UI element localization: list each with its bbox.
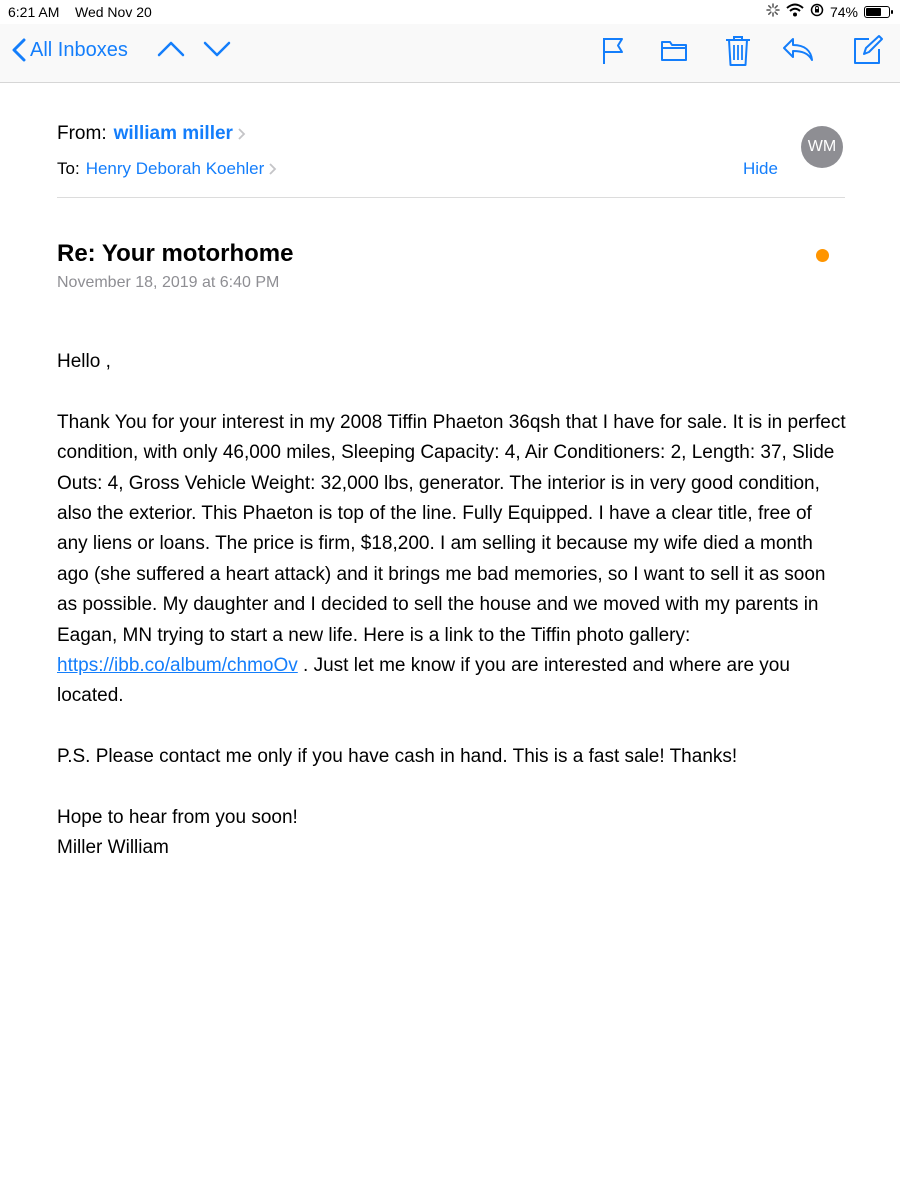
greeting: Hello , [57,351,111,372]
postscript: P.S. Please contact me only if you have cash in hand. This is a fast sale! Thanks! [57,746,738,768]
message-header [57,100,845,198]
move-to-folder-button[interactable] [660,38,688,67]
message-body [57,347,847,864]
hide-details-link[interactable]: Hide [743,159,778,178]
reply-icon [781,36,815,64]
battery-percent: 74% [829,3,858,20]
chevron-up-icon [157,40,185,58]
chevron-left-icon [12,38,26,62]
body-text-after-link: . Just let me know if you are interested and where are you located. [57,655,790,707]
next-message-button[interactable] [203,40,231,63]
chevron-down-icon [203,40,231,58]
closing: Hope to hear from you soon! [57,807,298,829]
previous-message-button[interactable] [157,40,185,63]
from-label: From: [57,123,107,144]
rotation-lock-icon [810,3,824,20]
recipient-name[interactable]: Henry Deborah Koehler [85,159,265,178]
signature: Miller William [57,837,169,859]
body-paragraph [57,408,847,712]
to-line [57,159,277,179]
sender-name[interactable]: william miller [113,123,233,144]
back-button-label: All Inboxes [30,38,128,61]
to-label: To: [57,159,80,178]
activity-spinner-icon [766,3,780,20]
trash-button[interactable] [724,34,752,73]
body-text-before-link: Thank You for your interest in my 2008 Tiffin Phaeton 36qsh that I have for sale. It is in perfect condition, with only 46,000 miles, Sleeping Capacity: 4, Air Conditioners: 2, Length: 37, Slide Outs: 4, Gross Vehicle Weight: 32,000 lbs, generator. The interior is in very good condition, also the exterior. This Phaeton is top of the line. Fully Equipped. I have a clear title, free of any liens or loans. The price is firm, $18,200. I am selling it because my wife died a month ago (she suffered a heart attack) and it brings me bad memories, so I want to sell it as soon as possible. My daughter and I decided to sell the house and we moved with my parents in Eagan, MN trying to start a new life. Here is a link to the Tiffin photo gallery: [57,411,846,646]
battery-fill [866,8,881,16]
battery-icon [864,6,890,18]
gallery-link[interactable]: https://ibb.co/album/chmoOv [57,655,298,677]
mail-toolbar [0,24,900,83]
status-time: 6:21 AM [8,4,60,20]
back-button[interactable] [12,38,128,62]
status-indicators [766,3,890,20]
message-subject: Re: Your motorhome [57,240,294,267]
message-date: November 18, 2019 at 6:40 PM [57,274,280,291]
flag-button[interactable] [600,36,626,71]
trash-icon [724,34,752,68]
reply-button[interactable] [781,36,815,69]
flag-icon [600,36,626,66]
status-date: Wed Nov 20 [75,4,152,20]
unread-indicator [816,249,829,262]
sender-avatar[interactable]: WM [801,126,843,168]
chevron-right-icon [268,162,277,176]
chevron-right-icon [237,127,246,141]
from-line [57,123,246,145]
wifi-icon [786,3,804,20]
compose-button[interactable] [852,34,884,71]
folder-icon [660,38,688,62]
status-bar [0,0,900,24]
compose-icon [852,34,884,66]
